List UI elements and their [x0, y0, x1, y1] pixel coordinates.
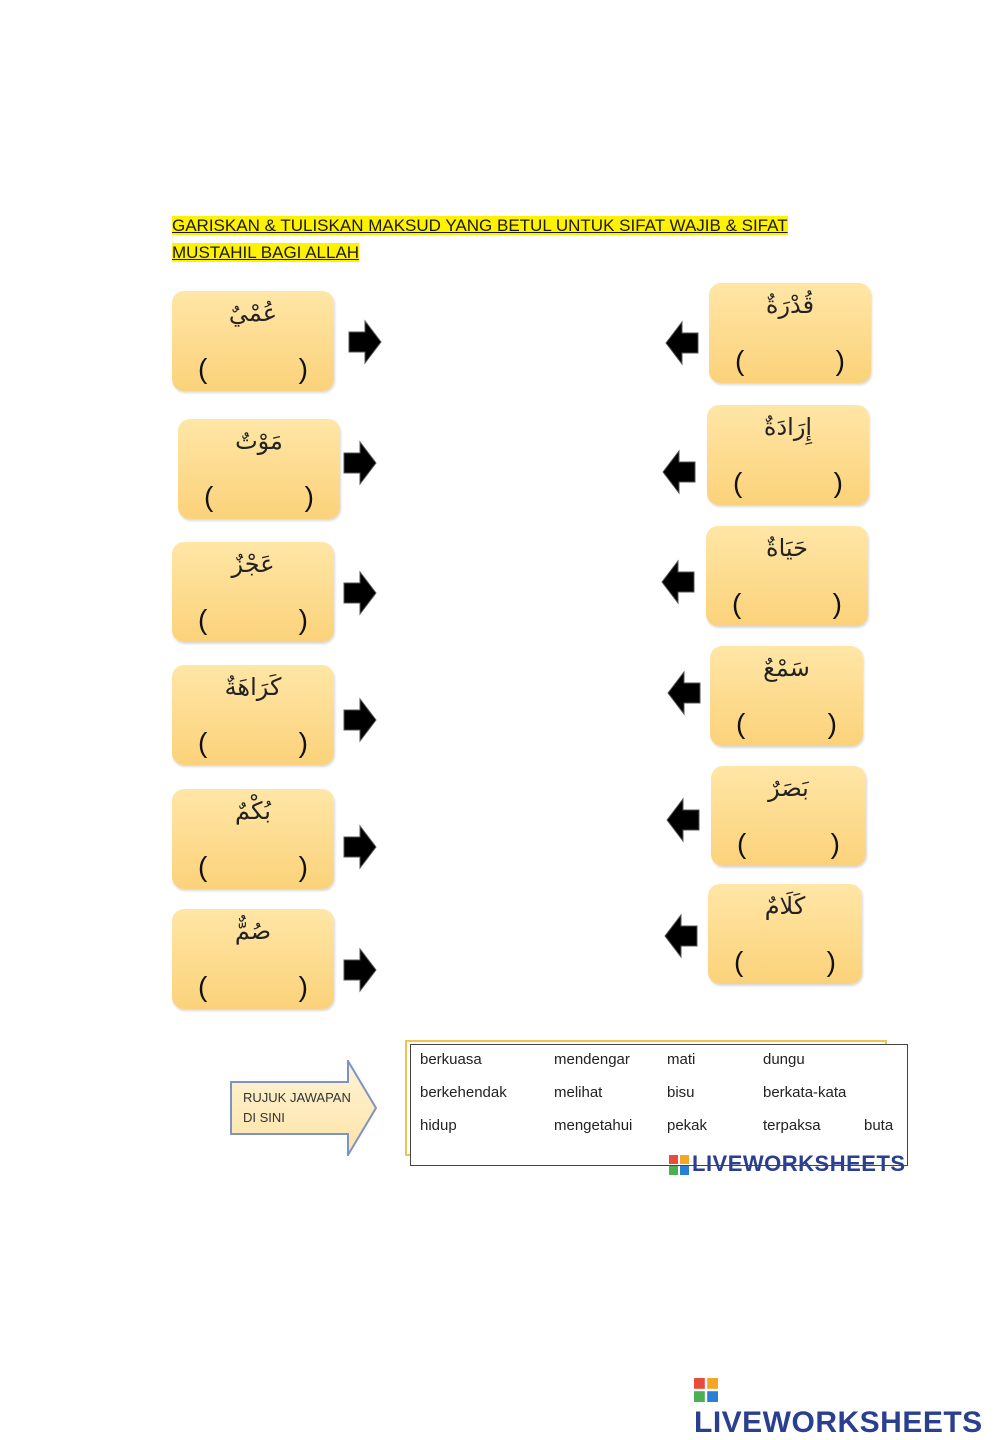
- open-paren: (: [737, 828, 747, 859]
- answer-slot[interactable]: [178, 479, 340, 513]
- answer-slot[interactable]: [709, 343, 871, 377]
- right-card-1: [709, 283, 871, 383]
- arabic-term: قُدْرَةٌ: [765, 291, 815, 319]
- left-card-5: [172, 789, 334, 889]
- answer-slot[interactable]: [707, 465, 869, 499]
- logo-text: LIVEWORKSHEETS: [694, 1406, 983, 1439]
- answer-slot[interactable]: [172, 725, 334, 759]
- close-paren: ): [298, 353, 308, 384]
- close-paren: ): [830, 828, 840, 859]
- arrow-left-icon: [661, 449, 697, 495]
- word-bank-item: dungu: [763, 1051, 805, 1068]
- word-bank-item: hidup: [420, 1117, 457, 1134]
- arabic-term: سَمْعٌ: [763, 654, 810, 682]
- word-bank-item: terpaksa: [763, 1117, 821, 1134]
- answer-slot[interactable]: [172, 849, 334, 883]
- close-paren: ): [827, 708, 837, 739]
- reference-label-line-2: DI SINI: [243, 1110, 285, 1125]
- arabic-term: مَوْتٌ: [235, 427, 283, 455]
- word-bank: [410, 1044, 908, 1166]
- close-paren: ): [298, 851, 308, 882]
- arrow-left-icon: [664, 320, 700, 366]
- word-bank-item: berkehendak: [420, 1084, 507, 1101]
- right-card-5: [711, 766, 866, 866]
- left-card-4: [172, 665, 334, 765]
- arrow-left-icon: [660, 559, 696, 605]
- close-paren: ): [298, 971, 308, 1002]
- open-paren: (: [204, 481, 214, 512]
- logo-text: LIVEWORKSHEETS: [692, 1151, 906, 1176]
- open-paren: (: [734, 946, 744, 977]
- open-paren: (: [198, 353, 208, 384]
- word-bank-item: buta: [864, 1117, 894, 1134]
- arrow-right-icon: [342, 697, 378, 743]
- answer-slot[interactable]: [172, 351, 334, 385]
- word-bank-item: mengetahui: [554, 1117, 633, 1134]
- answer-slot[interactable]: [711, 826, 866, 860]
- arrow-right-icon: [342, 570, 378, 616]
- right-card-4: [710, 646, 863, 746]
- close-paren: ): [298, 604, 308, 635]
- open-paren: (: [198, 727, 208, 758]
- reference-label: [243, 1088, 353, 1128]
- right-card-2: [707, 405, 869, 505]
- arabic-term: كَرَاهَةٌ: [224, 673, 282, 701]
- answer-slot[interactable]: [706, 586, 868, 620]
- left-card-2: [178, 419, 340, 519]
- close-paren: ): [298, 727, 308, 758]
- arrow-left-icon: [663, 913, 699, 959]
- word-bank-item: mati: [667, 1051, 696, 1068]
- arabic-term: إِرَادَةٌ: [763, 413, 813, 441]
- instruction-line-2: MUSTAHIL BAGI ALLAH: [172, 243, 360, 262]
- close-paren: ): [835, 345, 845, 376]
- open-paren: (: [733, 467, 743, 498]
- arrow-left-icon: [665, 797, 701, 843]
- liveworksheets-mark-icon: [694, 1378, 718, 1402]
- word-bank-item: mendengar: [554, 1051, 630, 1068]
- word-bank-item: melihat: [554, 1084, 603, 1101]
- liveworksheets-logo-small: [669, 1151, 906, 1177]
- arabic-term: بَصَرٌ: [768, 774, 809, 802]
- arabic-term: كَلَامٌ: [764, 892, 806, 920]
- word-bank-item: berkata-kata: [763, 1084, 847, 1101]
- left-card-6: [172, 909, 334, 1009]
- answer-slot[interactable]: [172, 602, 334, 636]
- arrow-right-icon: [347, 319, 383, 365]
- right-card-6: [708, 884, 862, 984]
- arabic-term: صُمٌّ: [234, 917, 272, 945]
- word-bank-item: pekak: [667, 1117, 708, 1134]
- reference-label-line-1: RUJUK JAWAPAN: [243, 1090, 351, 1105]
- open-paren: (: [198, 604, 208, 635]
- left-card-1: [172, 291, 334, 391]
- arrow-right-icon: [342, 824, 378, 870]
- arabic-term: عَجْزٌ: [231, 550, 275, 578]
- close-paren: ): [832, 588, 842, 619]
- close-paren: ): [833, 467, 843, 498]
- open-paren: (: [735, 345, 745, 376]
- instruction-line-1: GARISKAN & TULISKAN MAKSUD YANG BETUL UNTUK SIFAT WAJIB & SIFAT: [172, 216, 788, 235]
- open-paren: (: [736, 708, 746, 739]
- answer-slot[interactable]: [172, 969, 334, 1003]
- arabic-term: بُكْمٌ: [235, 797, 271, 825]
- instruction-heading: [172, 212, 792, 266]
- answer-slot[interactable]: [708, 944, 862, 978]
- liveworksheets-mark-icon: [669, 1155, 689, 1175]
- word-bank-item: berkuasa: [420, 1051, 482, 1068]
- right-card-3: [706, 526, 868, 626]
- answer-slot[interactable]: [710, 706, 863, 740]
- arrow-right-icon: [342, 947, 378, 993]
- close-paren: ): [826, 946, 836, 977]
- word-bank-item: bisu: [667, 1084, 695, 1101]
- close-paren: ): [304, 481, 314, 512]
- open-paren: (: [198, 971, 208, 1002]
- open-paren: (: [732, 588, 742, 619]
- open-paren: (: [198, 851, 208, 882]
- left-card-3: [172, 542, 334, 642]
- arabic-term: عُمْيٌ: [228, 299, 278, 327]
- arabic-term: حَيَاةٌ: [766, 534, 808, 562]
- arrow-left-icon: [666, 670, 702, 716]
- liveworksheets-logo-footer: [694, 1372, 1000, 1440]
- arrow-right-icon: [342, 440, 378, 486]
